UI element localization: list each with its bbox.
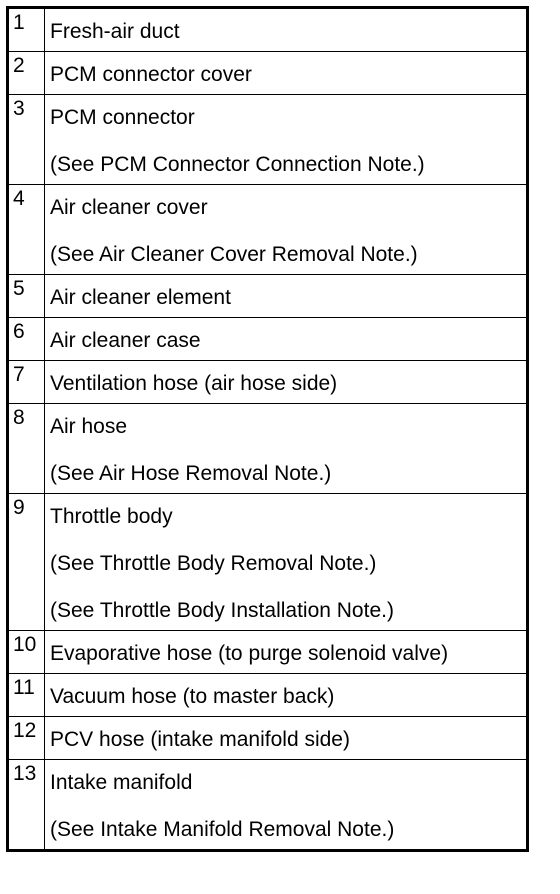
description-line: PCV hose (intake manifold side) [50, 728, 350, 751]
description-line: PCM connector [50, 106, 195, 129]
item-description [45, 318, 528, 361]
description-line: Air hose [50, 415, 128, 438]
item-number: 9 [8, 494, 45, 631]
description-line: Air cleaner case [50, 329, 201, 352]
description-line: Fresh-air duct [50, 20, 180, 43]
description-note: (See Throttle Body Installation Note.) [50, 599, 394, 622]
table-row [8, 631, 528, 674]
description-note: (See Air Cleaner Cover Removal Note.) [50, 243, 418, 266]
table-row [8, 318, 528, 361]
table-row [8, 494, 528, 631]
description-line: Evaporative hose (to purge solenoid valve) [50, 642, 449, 665]
item-description [45, 674, 528, 717]
description-line: Throttle body [50, 505, 173, 528]
item-number: 6 [8, 318, 45, 361]
item-number: 3 [8, 95, 45, 185]
table-row [8, 95, 528, 185]
parts-table [6, 6, 529, 852]
item-number: 4 [8, 185, 45, 275]
item-number: 12 [8, 717, 45, 760]
item-description [45, 404, 528, 494]
item-description [45, 8, 528, 52]
item-number: 2 [8, 52, 45, 95]
item-number: 11 [8, 674, 45, 717]
table-row [8, 760, 528, 851]
item-description [45, 760, 528, 851]
item-number: 10 [8, 631, 45, 674]
table-row [8, 8, 528, 52]
item-description [45, 361, 528, 404]
item-description [45, 185, 528, 275]
item-description [45, 95, 528, 185]
description-line: Ventilation hose (air hose side) [50, 372, 338, 395]
table-row [8, 185, 528, 275]
table-row [8, 674, 528, 717]
item-description [45, 494, 528, 631]
description-note: (See Throttle Body Removal Note.) [50, 552, 377, 575]
description-line: Intake manifold [50, 771, 193, 794]
parts-table-body [8, 8, 528, 851]
table-row [8, 52, 528, 95]
table-row [8, 717, 528, 760]
table-row [8, 361, 528, 404]
table-row [8, 404, 528, 494]
item-number: 13 [8, 760, 45, 851]
table-row [8, 275, 528, 318]
description-line: Air cleaner cover [50, 196, 208, 219]
item-number: 8 [8, 404, 45, 494]
description-line: Air cleaner element [50, 286, 231, 309]
item-description [45, 717, 528, 760]
description-line: Vacuum hose (to master back) [50, 685, 335, 708]
item-description [45, 52, 528, 95]
item-number: 5 [8, 275, 45, 318]
item-description [45, 631, 528, 674]
item-number: 1 [8, 8, 45, 52]
description-note: (See Air Hose Removal Note.) [50, 462, 332, 485]
item-number: 7 [8, 361, 45, 404]
item-description [45, 275, 528, 318]
description-note: (See Intake Manifold Removal Note.) [50, 818, 395, 841]
description-note: (See PCM Connector Connection Note.) [50, 153, 425, 176]
description-line: PCM connector cover [50, 63, 252, 86]
